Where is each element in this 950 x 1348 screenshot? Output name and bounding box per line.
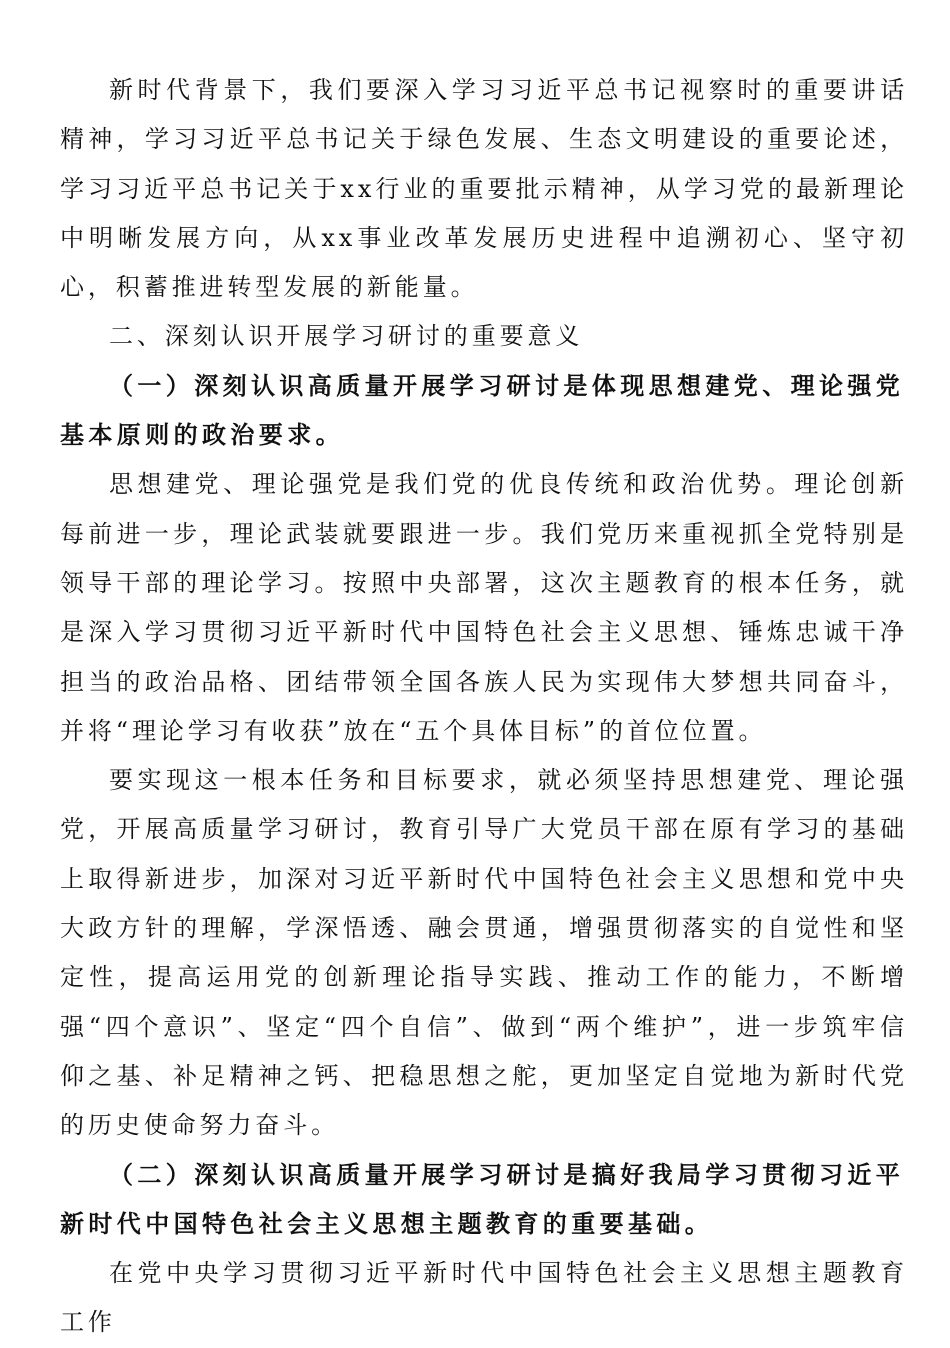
subheading-1: （一）深刻认识高质量开展学习研讨是体现思想建党、理论强党基本原则的政治要求。: [60, 371, 905, 450]
document-page: [60, 66, 908, 1348]
paragraph-intro: 新时代背景下，我们要深入学习习近平总书记视察时的重要讲话精神，学习习近平总书记关于绿色发展、生态文明建设的重要论述，学习习近平总书记关于xx行业的重要批示精神，从学习党的最新理论中明晰发展方向，从xx事业改革发展历史进程中追溯初心、坚守初心，积蓄推进转型发展的新能量。: [60, 76, 908, 302]
section-heading-2: 二、深刻认识开展学习研讨的重要意义: [109, 322, 584, 351]
subheading-2: （二）深刻认识高质量开展学习研讨是搞好我局学习贯彻习近平新时代中国特色社会主义思想主题教育的重要基础。: [60, 1160, 905, 1238]
paragraph-theory: 思想建党、理论强党是我们党的优良传统和政治优势。理论创新每前进一步，理论武装就要跟进一步。我们党历来重视抓全党特别是领导干部的理论学习。按照中央部署，这次主题教育的根本任务，就是深入学习贯彻习近平新时代中国特色社会主义思想、锤炼忠诚干净担当的政治品格、团结带领全国各族人民为实现伟大梦想共同奋斗，并将“理论学习有收获”放在“五个具体目标”的首位位置。: [60, 470, 908, 745]
paragraph-task: 要实现这一根本任务和目标要求，就必须坚持思想建党、理论强党，开展高质量学习研讨，教育引导广大党员干部在原有学习的基础上取得新进步，加深对习近平新时代中国特色社会主义思想和党中央大政方针的理解，学深悟透、融会贯通，增强贯彻落实的自觉性和坚定性，提高运用党的创新理论指导实践、推动工作的能力，不断增强“四个意识”、坚定“四个自信”、做到“两个维护”，进一步筑牢信仰之基、补足精神之钙、把稳思想之舵，更加坚定自觉地为新时代党的历史使命努力奋斗。: [60, 766, 908, 1140]
paragraph-continuation: 在党中央学习贯彻习近平新时代中国特色社会主义思想主题教育工作: [60, 1259, 908, 1337]
